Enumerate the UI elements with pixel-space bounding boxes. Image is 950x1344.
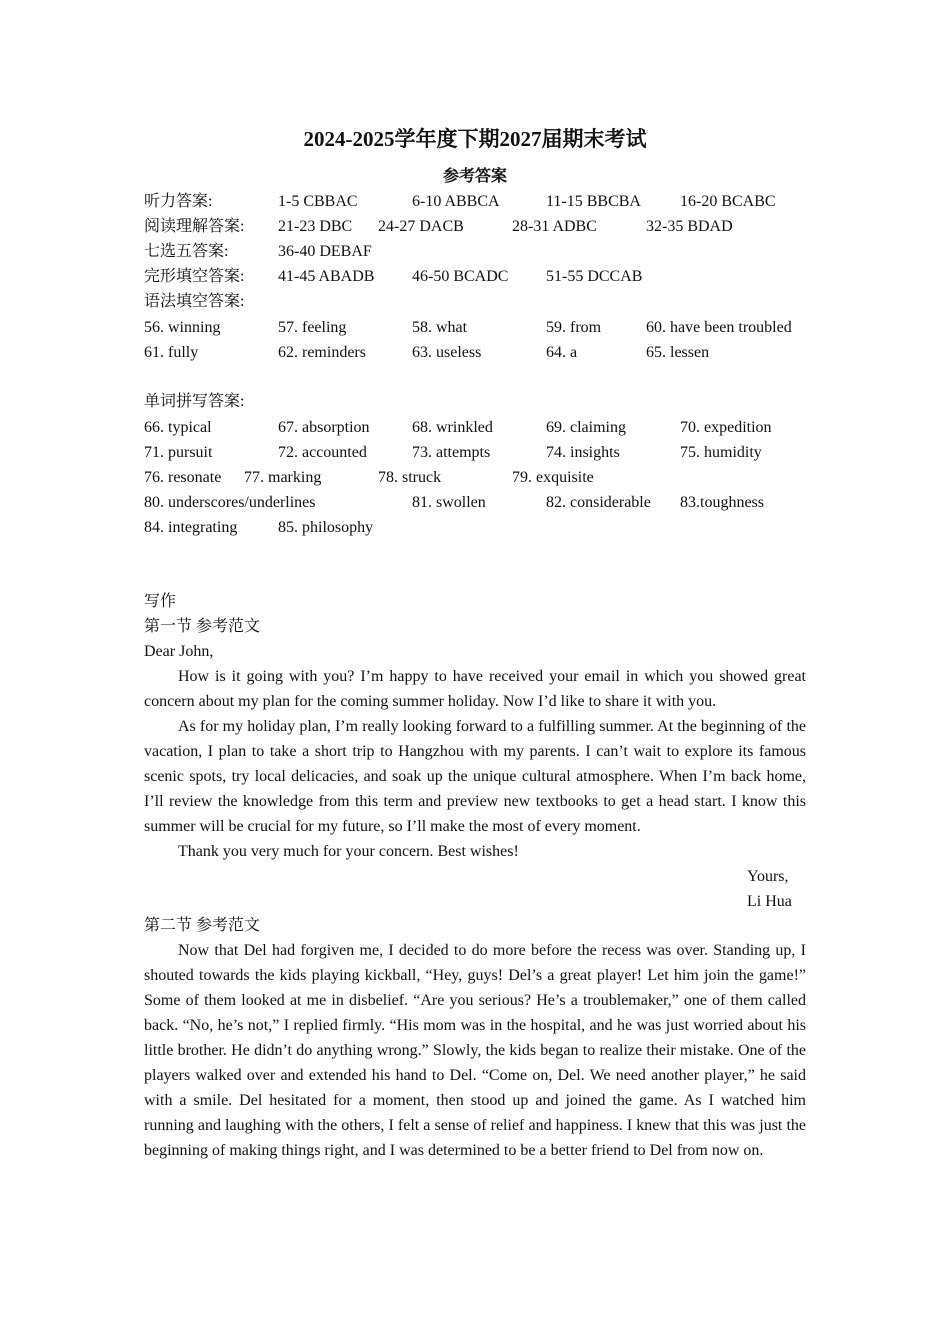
spelling-answer: 79. exquisite — [512, 469, 594, 486]
listening-label: 听力答案: — [144, 193, 213, 210]
spelling-answer: 77. marking — [244, 469, 322, 486]
spelling-answer: 80. underscores/underlines — [144, 494, 316, 511]
spelling-answer: 75. humidity — [680, 444, 762, 461]
continuation-paragraph: Now that Del had forgiven me, I decided to do more before the recess was over. Standing up, I shouted towards the kids playing kickball, “Hey, guys! Del’s a great player! Let him join the game!” Some of them looked at me in disbelief. “Are you serious? He’s a troublemaker,” one of them called back. “No, he’s not,” I replied firmly. “His mom was in the hospital, and he was just worried about his little brother. He didn’t do anything wrong.” Slowly, the kids began to realize their mistake. One of the players walked over and extended his hand to Del. “Come on, Del. We need another player,” he said with a smile. Del hesitated for a moment, then stood up and joined the game. As I watched him running and laughing with the others, I felt a sense of relief and happiness. I knew that this was just the beginning of making things right, and I was determined to be a better friend to Del from now on. — [144, 942, 806, 1159]
grammar-answer: 63. useless — [412, 344, 482, 361]
reading-label: 阅读理解答案: — [144, 218, 245, 235]
grammar-answer: 57. feeling — [278, 319, 347, 336]
cloze-answer: 41-45 ABADB — [278, 268, 375, 285]
grammar-answer: 65. lessen — [646, 344, 710, 361]
cloze-answer: 46-50 BCADC — [412, 268, 509, 285]
grammar-answer: 56. winning — [144, 319, 221, 336]
spelling-answer: 67. absorption — [278, 419, 370, 436]
listening-answer: 1-5 CBBAC — [278, 193, 358, 210]
seven-five-label: 七选五答案: — [144, 243, 229, 260]
letter-paragraph: As for my holiday plan, I’m really looking forward to a fulfilling summer. At the beginning of the vacation, I plan to take a short trip to Hangzhou with my parents. I can’t wait to explore its famous scenic spots, try local delicacies, and soak up the unique cultural atmosphere. When I’m back home, I’ll review the knowledge from this term and preview new textbooks to get a head start. I know this summer will be crucial for my future, so I’ll make the most of every moment. — [144, 718, 806, 835]
spelling-answer: 74. insights — [546, 444, 620, 461]
spelling-answer: 66. typical — [144, 419, 212, 436]
section1-heading: 第一节 参考范文 — [144, 618, 261, 635]
reading-answer: 28-31 ADBC — [512, 218, 597, 235]
grammar-answer: 61. fully — [144, 344, 199, 361]
letter-signature: Li Hua — [747, 893, 792, 910]
seven-five-answer: 36-40 DEBAF — [278, 243, 372, 260]
spelling-answer: 72. accounted — [278, 444, 367, 461]
cloze-answer: 51-55 DCCAB — [546, 268, 643, 285]
letter-paragraph: How is it going with you? I’m happy to have received your email in which you showed great concern about my plan for the coming summer holiday. Now I’d like to share it with you. — [144, 668, 806, 710]
spelling-answer: 70. expedition — [680, 419, 772, 436]
reading-answer: 24-27 DACB — [378, 218, 464, 235]
letter-closing: Yours, — [747, 868, 789, 885]
grammar-answer: 62. reminders — [278, 344, 366, 361]
grammar-answer: 60. have been troubled — [646, 319, 792, 336]
listening-answer: 6-10 ABBCA — [412, 193, 500, 210]
spelling-answer: 84. integrating — [144, 519, 238, 536]
grammar-label: 语法填空答案: — [144, 293, 245, 310]
section2-heading: 第二节 参考范文 — [144, 917, 261, 934]
grammar-answer: 64. a — [546, 344, 578, 361]
listening-answer: 16-20 BCABC — [680, 193, 776, 210]
spelling-answer: 78. struck — [378, 469, 442, 486]
reading-answer: 21-23 DBC — [278, 218, 353, 235]
spelling-answer: 81. swollen — [412, 494, 486, 511]
letter-paragraph: Thank you very much for your concern. Best wishes! — [178, 843, 519, 860]
reading-answer: 32-35 BDAD — [646, 218, 733, 235]
page-title: 2024-2025学年度下期2027届期末考试 — [303, 127, 647, 151]
page-subtitle: 参考答案 — [442, 168, 507, 185]
listening-answer: 11-15 BBCBA — [546, 193, 641, 210]
spelling-answer: 71. pursuit — [144, 444, 213, 461]
spelling-answer: 82. considerable — [546, 494, 651, 511]
cloze-label: 完形填空答案: — [144, 268, 245, 285]
spelling-answer: 69. claiming — [546, 419, 626, 436]
grammar-answer: 59. from — [546, 319, 602, 336]
spelling-answer: 68. wrinkled — [412, 419, 493, 436]
writing-heading: 写作 — [144, 593, 177, 610]
spelling-answer: 73. attempts — [412, 444, 491, 461]
spelling-answer: 83.toughness — [680, 494, 764, 511]
letter-greeting: Dear John, — [144, 643, 214, 660]
grammar-answer: 58. what — [412, 319, 468, 336]
spelling-label: 单词拼写答案: — [144, 393, 245, 410]
spelling-answer: 85. philosophy — [278, 519, 374, 536]
spelling-answer: 76. resonate — [144, 469, 222, 486]
